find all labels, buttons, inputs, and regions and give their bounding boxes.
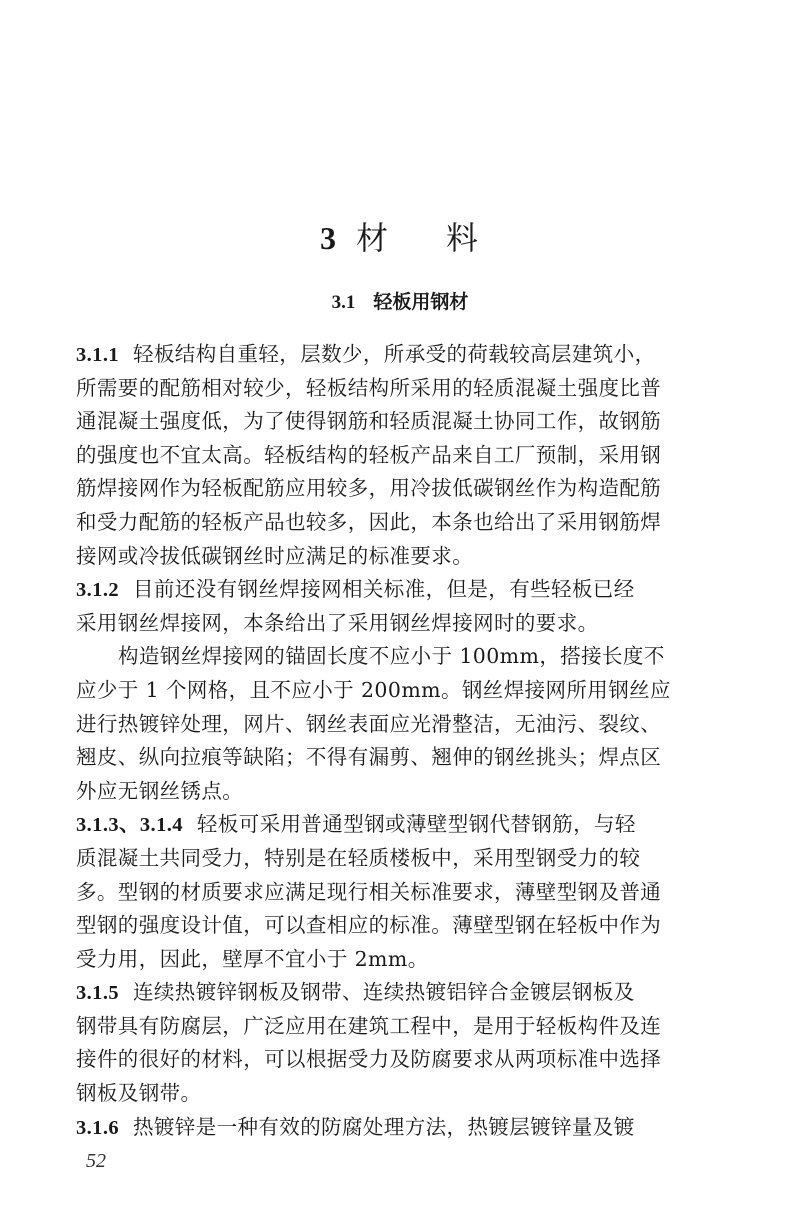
text-line — [76, 640, 686, 674]
clause-number: 3.1.3、3.1.4 — [76, 814, 183, 837]
text-line — [76, 943, 686, 977]
line-text: 连续热镀锌钢板及钢带、连续热镀铝锌合金镀层钢板及 — [133, 980, 635, 1005]
line-text: 所需要的配筋相对较少，轻板结构所采用的轻质混凝土强度比普 — [76, 375, 662, 400]
line-text: 轻板结构自重轻，层数少，所承受的荷载较高层建筑小， — [133, 342, 656, 366]
line-text: 构造钢丝焊接网的锚固长度不应小于 100mm，搭接长度不 — [118, 644, 665, 669]
line-text: 轻板可采用普通型钢或薄壁型钢代替钢筋，与轻 — [196, 812, 636, 837]
text-line — [76, 540, 686, 574]
clause-line — [76, 976, 686, 1010]
line-text: 和受力配筋的轻板产品也较多，因此，本条也给出了采用钢筋焊 — [76, 509, 662, 534]
clause-number: 3.1.2 — [76, 579, 119, 602]
text-line — [76, 439, 686, 473]
text-line — [76, 405, 686, 439]
line-text: 筋焊接网作为轻板配筋应用较多，用冷拔低碳钢丝作为构造配筋 — [76, 476, 662, 501]
chapter-number: 3 — [319, 220, 338, 256]
clause-line — [76, 573, 686, 607]
section-number: 3.1 — [331, 292, 356, 313]
line-text: 型钢的强度设计值，可以查相应的标准。薄壁型钢在轻板中作为 — [76, 913, 662, 938]
chapter-title-char-1: 材 — [355, 219, 390, 257]
line-text: 多。型钢的材质要求应满足现行相关标准要求，薄壁型钢及普通 — [76, 879, 662, 904]
line-text: 目前还没有钢丝焊接网相关标准，但是，有些轻板已经 — [133, 577, 635, 602]
line-text: 应少于 1 个网格，且不应小于 200mm。钢丝焊接网所用钢丝应 — [76, 677, 671, 702]
text-line — [76, 741, 686, 775]
section-title — [0, 288, 800, 317]
clause-line — [76, 808, 686, 842]
chapter-title — [0, 218, 800, 258]
section-title-text: 轻板用钢材 — [373, 291, 469, 313]
page-number: 52 — [86, 1150, 106, 1172]
line-text: 翘皮、纵向拉痕等缺陷；不得有漏剪、翘伸的钢丝挑头；焊点区 — [76, 745, 662, 770]
text-line — [76, 674, 686, 708]
line-text: 接网或冷拔低碳钢丝时应满足的标准要求。 — [76, 543, 474, 568]
text-line — [76, 708, 686, 742]
text-line — [76, 775, 686, 809]
line-text: 外应无钢丝锈点。 — [76, 778, 244, 803]
line-text: 通混凝土强度低，为了使得钢筋和轻质混凝土协同工作，故钢筋 — [76, 409, 662, 434]
text-line — [76, 607, 686, 641]
text-line — [76, 372, 686, 406]
line-text: 进行热镀锌处理，网片、钢丝表面应光滑整洁，无油污、裂纹、 — [76, 711, 662, 736]
line-text: 接件的很好的材料，可以根据受力及防腐要求从两项标准中选择 — [76, 1047, 662, 1072]
clause-number: 3.1.6 — [76, 1116, 119, 1139]
text-line — [76, 472, 686, 506]
line-text: 的强度也不宜太高。轻板结构的轻板产品来自工厂预制，采用钢 — [76, 442, 662, 467]
clause-line — [76, 1111, 686, 1145]
text-line — [76, 876, 686, 910]
line-text: 钢板及钢带。 — [76, 1081, 202, 1106]
line-text: 热镀锌是一种有效的防腐处理方法，热镀层镀锌量及镀 — [133, 1114, 635, 1139]
line-text: 采用钢丝焊接网，本条给出了采用钢丝焊接网时的要求。 — [76, 610, 599, 635]
line-text: 质混凝土共同受力，特别是在轻质楼板中，采用型钢受力的较 — [76, 845, 641, 870]
clause-number: 3.1.5 — [76, 982, 119, 1005]
text-line — [76, 1010, 686, 1044]
text-line — [76, 506, 686, 540]
line-text: 受力用，因此，壁厚不宜小于 2mm。 — [76, 946, 429, 971]
line-text: 钢带具有防腐层，广泛应用在建筑工程中，是用于轻板构件及连 — [76, 1013, 662, 1038]
text-line — [76, 1043, 686, 1077]
text-line — [76, 842, 686, 876]
chapter-title-char-2: 料 — [446, 219, 481, 257]
text-line — [76, 909, 686, 943]
body-text — [76, 338, 686, 1144]
clause-number: 3.1.1 — [76, 344, 119, 366]
clause-line — [76, 338, 686, 372]
text-line — [76, 1077, 686, 1111]
